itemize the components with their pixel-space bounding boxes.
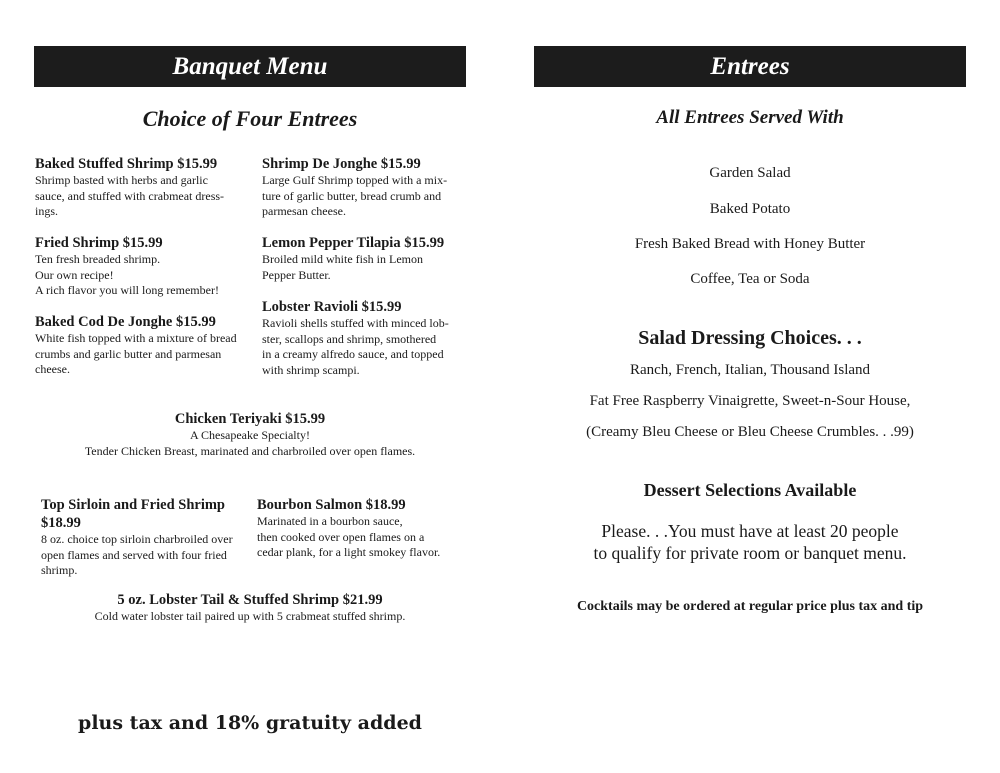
banquet-menu-title: Banquet Menu: [172, 52, 328, 80]
entrees-banner: [534, 46, 966, 87]
item-desc: Broiled mild white fish in Lemon: [262, 252, 423, 266]
menu-item-lemon-pepper-tilapia: [262, 234, 472, 283]
item-desc: Marinated in a bourbon sauce,: [257, 514, 403, 528]
item-desc: A Chesapeake Specialty!: [190, 428, 310, 442]
item-desc: then cooked over open flames on a: [257, 529, 425, 544]
item-desc: ture of garlic butter, bread crumb and: [262, 188, 442, 203]
side-fresh-bread: Fresh Baked Bread with Honey Butter: [634, 236, 866, 252]
item-name: Lobster Ravioli $15.99: [262, 299, 402, 315]
item-desc: cheese.: [35, 362, 70, 376]
item-name: Baked Stuffed Shrimp $15.99: [35, 156, 218, 172]
menu-item-fried-shrimp: [35, 234, 255, 299]
item-desc: Pepper Butter.: [262, 267, 331, 282]
item-name: Lemon Pepper Tilapia $15.99: [262, 235, 445, 251]
side-baked-potato: Baked Potato: [709, 201, 791, 217]
dressing-line-3: (Creamy Bleu Cheese or Bleu Cheese Crumbles. . .99): [586, 424, 914, 440]
side-coffee-tea-soda: Coffee, Tea or Soda: [690, 271, 810, 287]
item-desc: Large Gulf Shrimp topped with a mix-: [262, 173, 448, 187]
menu-item-bourbon-salmon: [257, 496, 472, 561]
item-desc: Ravioli shells stuffed with minced lob-: [262, 316, 449, 330]
item-desc: with shrimp scampi.: [262, 362, 360, 377]
item-desc: crumbs and garlic butter and parmesan: [35, 346, 222, 361]
notice-line-1: Please. . .You must have at least 20 people: [601, 521, 899, 541]
banquet-menu-banner: [34, 46, 466, 87]
salad-dressing-heading: Salad Dressing Choices. . .: [638, 327, 862, 349]
cocktails-note: Cocktails may be ordered at regular price plus tax and tip: [576, 599, 924, 614]
item-name: Chicken Teriyaki $15.99: [174, 411, 326, 427]
item-name: Shrimp De Jonghe $15.99: [262, 156, 421, 172]
item-desc: Tender Chicken Breast, marinated and charbroiled over open flames.: [84, 443, 416, 458]
item-name: Bourbon Salmon $18.99: [257, 497, 406, 513]
side-garden-salad: Garden Salad: [709, 165, 791, 181]
item-name: Baked Cod De Jonghe $15.99: [35, 314, 216, 330]
group-size-notice: [534, 520, 966, 564]
item-desc: Our own recipe!: [35, 267, 114, 282]
menu-item-baked-stuffed-shrimp: [35, 155, 255, 220]
item-desc: ings.: [35, 204, 59, 218]
item-desc: cedar plank, for a light smokey flavor.: [257, 545, 441, 559]
item-desc: Shrimp basted with herbs and garlic: [35, 173, 208, 187]
item-desc: sauce, and stuffed with crabmeat dress-: [35, 188, 225, 203]
notice-line-2: to qualify for private room or banquet menu.: [593, 543, 907, 563]
menu-item-lobster-tail-stuffed-shrimp: [34, 591, 466, 625]
menu-item-chicken-teriyaki: [34, 410, 466, 459]
item-name: Top Sirloin and Fried Shrimp: [41, 497, 225, 513]
gratuity-footer: plus tax and 18% gratuity added: [78, 712, 422, 734]
served-with-subtitle: All Entrees Served With: [656, 107, 844, 128]
entrees-title: Entrees: [710, 52, 790, 80]
item-desc: parmesan cheese.: [262, 204, 346, 218]
menu-item-top-sirloin-fried-shrimp: [41, 496, 251, 579]
menu-item-lobster-ravioli: [262, 298, 472, 378]
item-desc: shrimp.: [41, 563, 78, 577]
menu-item-baked-cod-de-jonghe: [35, 313, 255, 378]
dressing-line-1: Ranch, French, Italian, Thousand Island: [629, 362, 871, 378]
menu-item-shrimp-de-jonghe: [262, 155, 472, 220]
item-desc: open flames and served with four fried: [41, 547, 227, 562]
dessert-heading: Dessert Selections Available: [643, 480, 857, 500]
item-name: Fried Shrimp $15.99: [35, 235, 163, 251]
item-price: $18.99: [41, 515, 81, 531]
item-desc: A rich flavor you will long remember!: [35, 283, 219, 297]
item-desc: 8 oz. choice top sirloin charbroiled over: [41, 532, 233, 546]
item-desc: Cold water lobster tail paired up with 5 crabmeat stuffed shrimp.: [94, 609, 406, 623]
item-name: 5 oz. Lobster Tail & Stuffed Shrimp $21.99: [117, 592, 383, 608]
dressing-line-2: Fat Free Raspberry Vinaigrette, Sweet-n-Sour House,: [589, 393, 911, 409]
item-desc: White fish topped with a mixture of bread: [35, 331, 237, 345]
item-desc: Ten fresh breaded shrimp.: [35, 252, 161, 266]
choice-subtitle: Choice of Four Entrees: [142, 106, 358, 131]
item-desc: in a creamy alfredo sauce, and topped: [262, 347, 444, 361]
item-desc: ster, scallops and shrimp, smothered: [262, 331, 437, 346]
